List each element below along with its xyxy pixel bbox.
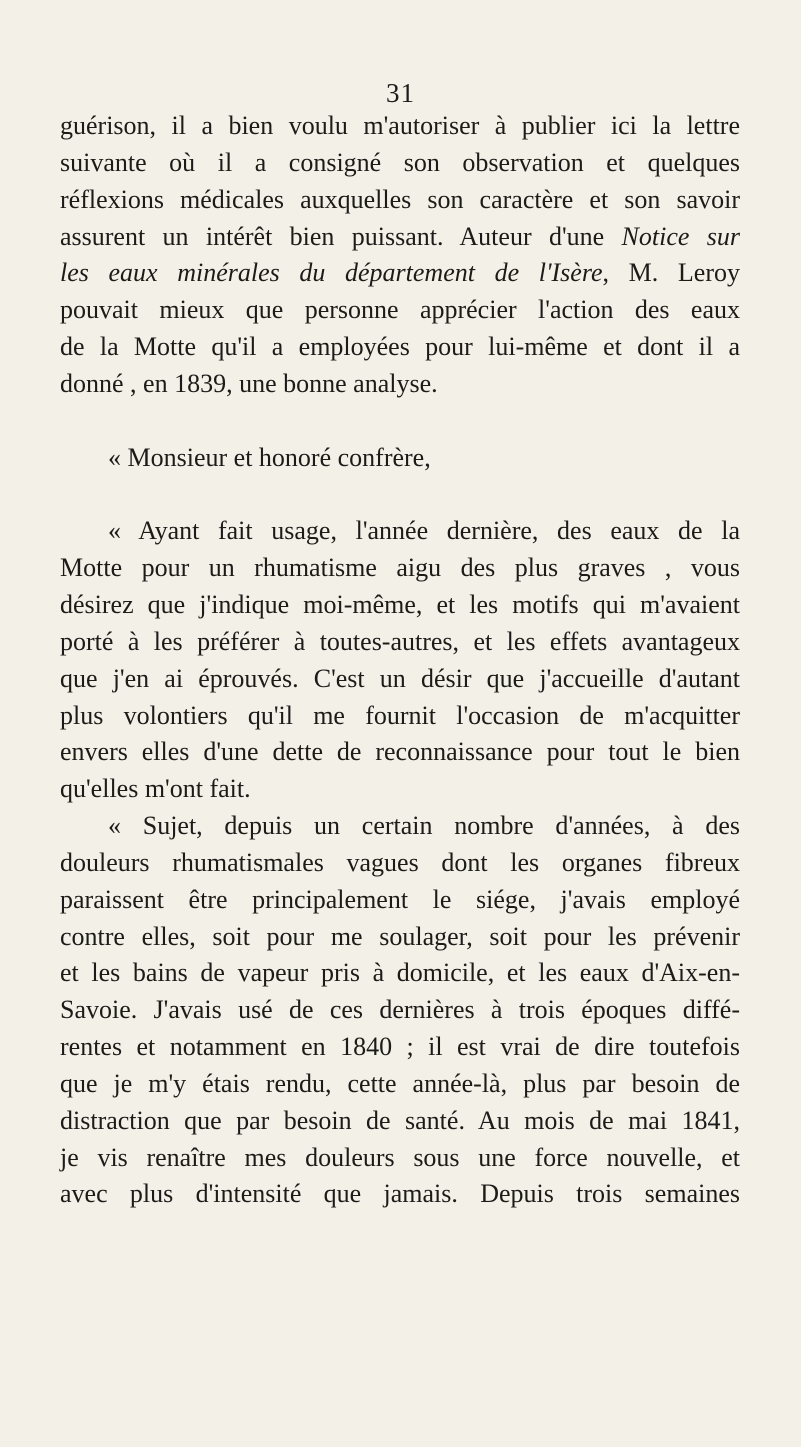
text-line: porté à les préférer à toutes-autres, et les effets avantageux bbox=[60, 626, 740, 656]
text-line: avec plus d'intensité que jamais. Depuis trois semaines bbox=[60, 1179, 740, 1209]
text-line: plus volontiers qu'il me fournit l'occasion de m'acquitter bbox=[60, 700, 740, 730]
text-line: que j'en ai éprouvés. C'est un désir que j'accueille d'autant bbox=[60, 663, 740, 693]
text-line: je vis renaître mes douleurs sous une force nouvelle, et bbox=[60, 1142, 740, 1172]
text-line: de la Motte qu'il a employées pour lui-même et dont il a bbox=[60, 332, 740, 362]
text-line: et les bains de vapeur pris à domicile, et les eaux d'Aix-en- bbox=[60, 958, 740, 988]
text-line bbox=[60, 255, 740, 292]
text-line bbox=[60, 219, 740, 256]
text-line: désirez que j'indique moi-même, et les motifs qui m'avaient bbox=[60, 589, 740, 619]
text-line: pouvait mieux que personne apprécier l'action des eaux bbox=[60, 295, 740, 325]
text-segment: , M. Leroy bbox=[602, 258, 740, 288]
text-line: Savoie. J'avais usé de ces dernières à trois époques diffé- bbox=[60, 995, 740, 1025]
text-line: suivante où il a consigné son observation et quelques bbox=[60, 147, 740, 177]
text-line: que je m'y étais rendu, cette année-là, plus par besoin de bbox=[60, 1068, 740, 1098]
text-line: « Ayant fait usage, l'année dernière, des eaux de la bbox=[108, 516, 740, 546]
text-line: paraissent être principalement le siége, j'avais employé bbox=[60, 884, 740, 914]
text-line: distraction que par besoin de santé. Au mois de mai 1841, bbox=[60, 1105, 740, 1135]
letter-salutation: « Monsieur et honoré confrère, bbox=[108, 442, 431, 472]
text-line: rentes et notamment en 1840 ; il est vrai de dire toutefois bbox=[60, 1032, 740, 1062]
text-segment: assurent un intérêt bien puissant. Auteur d'une bbox=[60, 221, 622, 251]
book-title-italic: Notice sur bbox=[621, 221, 740, 251]
body-text bbox=[60, 108, 740, 1213]
text-line: envers elles d'une dette de reconnaissance pour tout le bien bbox=[60, 737, 740, 767]
text-line: douleurs rhumatismales vagues dont les organes fibreux bbox=[60, 847, 740, 877]
paragraph-gap bbox=[60, 476, 740, 513]
text-line: réflexions médicales auxquelles son caractère et son savoir bbox=[60, 184, 740, 214]
text-line: contre elles, soit pour me soulager, soit pour les prévenir bbox=[60, 921, 740, 951]
text-line: « Sujet, depuis un certain nombre d'années, à des bbox=[108, 811, 740, 841]
book-title-italic: les eaux minérales du département de l'Isère bbox=[60, 258, 603, 288]
text-line: qu'elles m'ont fait. bbox=[60, 774, 251, 804]
text-line: donné , en 1839, une bonne analyse. bbox=[60, 368, 438, 398]
text-line: guérison, il a bien voulu m'autoriser à publier ici la lettre bbox=[60, 111, 740, 140]
text-line: Motte pour un rhumatisme aigu des plus graves , vous bbox=[60, 553, 740, 583]
paragraph-gap bbox=[60, 403, 740, 440]
page-number: 31 bbox=[386, 78, 415, 108]
